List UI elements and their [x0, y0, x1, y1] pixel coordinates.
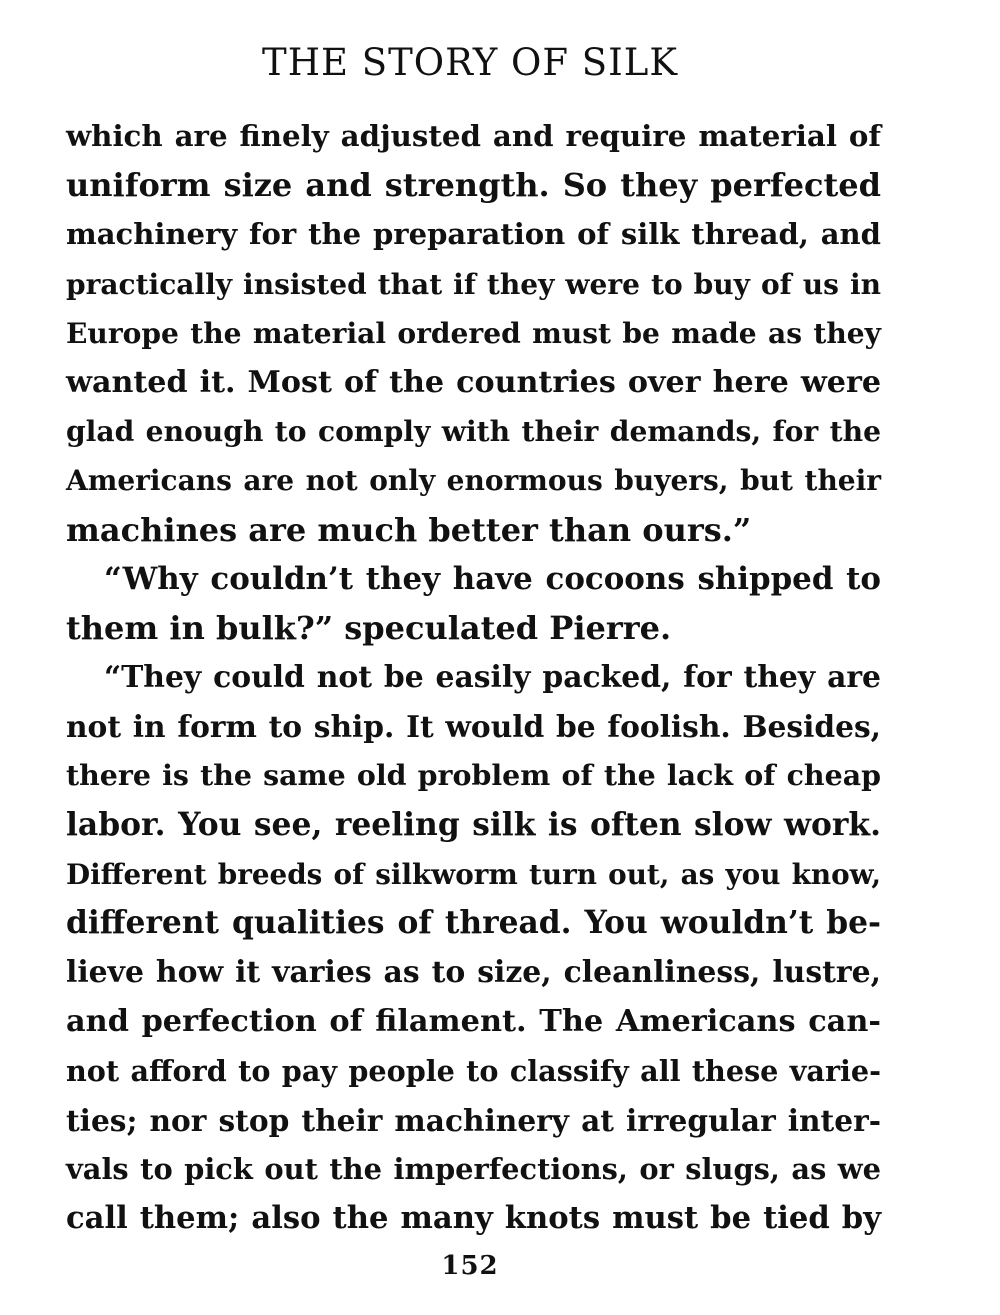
page-number: 152 [441, 1251, 499, 1281]
text-line: Europe the material ordered must be made as they [66, 316, 881, 350]
text-line: and perfection of filament. The Americans can- [66, 1004, 881, 1040]
text-line: ties; nor stop their machinery at irregular inter- [66, 1102, 881, 1138]
text-line: lieve how it varies as to size, cleanliness, lustre, [66, 955, 881, 991]
text-line: machinery for the preparation of silk thread, and [66, 217, 881, 252]
text-line: Different breeds of silkworm turn out, as you know, [66, 857, 881, 891]
body-text [66, 112, 881, 1243]
text-line: vals to pick out the imperfections, or slugs, as we [66, 1151, 881, 1186]
text-line: labor. You see, reeling silk is often slow work. [66, 806, 881, 843]
text-line: “Why couldn’t they have cocoons shipped to [104, 560, 881, 597]
text-line: practically insisted that if they were to buy of us in [66, 267, 881, 301]
text-line: “They could not be easily packed, for they are [104, 660, 881, 696]
text-line: there is the same old problem of the lack of cheap [66, 758, 881, 793]
text-line: them in bulk?” speculated Pierre. [66, 608, 672, 647]
text-line: not in form to ship. It would be foolish. Besides, [66, 709, 881, 745]
text-line: which are finely adjusted and require material of [66, 119, 881, 153]
text-line: not afford to pay people to classify all these varie- [66, 1053, 881, 1088]
text-line: Americans are not only enormous buyers, but their [66, 464, 881, 498]
text-line: wanted it. Most of the countries over here were [66, 364, 881, 400]
text-line: different qualities of thread. You wouldn’t be- [66, 905, 881, 941]
text-line: uniform size and strength. So they perfected [66, 166, 881, 205]
text-line: machines are much better than ours.” [66, 510, 752, 549]
text-line: glad enough to comply with their demands, for the [66, 415, 881, 449]
text-line: call them; also the many knots must be tied by [66, 1200, 881, 1237]
running-head: THE STORY OF SILK [262, 41, 678, 84]
